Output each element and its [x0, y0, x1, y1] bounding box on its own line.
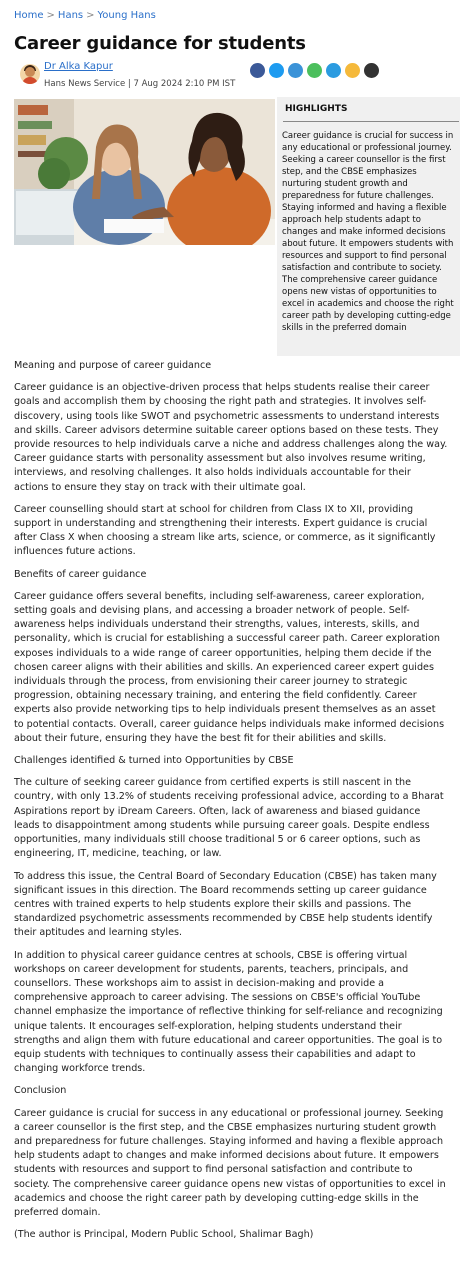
page [0, 0, 460, 100]
article-paragraph: To address this issue, the Central Board of Secondary Education (CBSE) has taken many significant issues in this direction. The Board recommends setting up career guidance centres with trained experts to help students explore their skills and passions. The standardized psychometric assessments recommended by CBSE help students identify their aptitudes and learning styles. [14, 870, 437, 939]
section-heading: Conclusion [14, 1085, 67, 1097]
author-link[interactable]: Dr Alka Kapur [44, 61, 113, 72]
byline [14, 60, 446, 100]
article-paragraph: Career guidance is crucial for success in any educational or professional journey. Seeking a career counsellor is the first step, and the CBSE emphasizes nurturing student growth and preparedness for future challenges. Staying informed and having a flexible approach help students adapt to changes and make informed decisions about future. It empowers students with resources and support to find personal satisfaction and contribute to society. The comprehensive career guidance opens new vistas of opportunities to excel in academics and choose the right career path by developing cutting-edge skills in the preferred domain. [14, 1107, 446, 1218]
breadcrumb-young-hans-link[interactable]: Young Hans [97, 10, 156, 21]
publish-info: Hans News Service | 7 Aug 2024 2:10 PM IST [44, 79, 236, 89]
share-buttons [250, 63, 379, 78]
highlights-box [277, 97, 460, 356]
section-heading: Benefits of career guidance [14, 568, 147, 580]
article-paragraph: Career guidance is an objective-driven process that helps students realise their career goals and accomplish them by choosing the right path and strategies. It involves self-discovery, using tools like SWOT and psychometric assessments to understand interests and skills. Career advisors determine suitable career options based on these tests. They provide resources to help individuals carve a niche and address challenges along the way. Career guidance starts with personality assessment but also involves resume writing, interviews, and resolving challenges. It also holds individuals accountable for their actions to ensure they stay on track with their ultimate goal. [14, 382, 448, 493]
whatsapp-icon[interactable] [307, 63, 322, 78]
article-hero-image [14, 99, 275, 245]
copy-link-icon[interactable] [364, 63, 379, 78]
article-body [14, 359, 448, 1250]
twitter-icon[interactable] [269, 63, 284, 78]
breadcrumb-separator: > [86, 10, 95, 21]
breadcrumb-home-link[interactable]: Home [14, 10, 44, 21]
article-paragraph: Career counselling should start at school for children from Class IX to XII, providing support in understanding and strengthening their interests. Expert guidance is crucial after Class X when choosing a stream like arts, science, or commerce, as it significantly influences future actions. [14, 503, 436, 558]
breadcrumb [14, 0, 446, 24]
section-heading: Challenges identified & turned into Opportunities by CBSE [14, 755, 294, 767]
author-avatar[interactable] [20, 64, 40, 84]
article-paragraph: Career guidance offers several benefits, including self-awareness, career exploration, setting goals and devising plans, and accessing a broader network of people. Self-awareness helps individuals understand their strengths, values, interests, skills, and personality, which is crucial for establishing a successful career path. Career exploration exposes individuals to a wide range of career opportunities, helping them decide if the chosen career aligns with their abilities and skills. An experienced career expert guides individuals through the process, from envisioning their career journey to strategic progression, obtaining necessary training, and entering the field confidently. Career experts also provide networking tips to help individuals present themselves as an asset to potential contacts. Overall, career guidance helps individuals make informed decisions about their future, ensuring they have the best fit for their abilities and skills. [14, 590, 445, 744]
article-paragraph: The culture of seeking career guidance from certified experts is still nascent in the country, with only 13.2% of students receiving professional advice, according to a Bharat Aspirations report by iDream Careers. Often, lack of awareness and biased guidance leads to disappointment among students while pursuing career goals. Despite endless opportunities, many individuals still choose traditional 5 or 6 career options, such as engineering, IT, medicine, teaching, or law. [14, 777, 444, 860]
hero-illustration [14, 99, 275, 245]
page-title: Career guidance for students [14, 33, 306, 54]
linkedin-icon[interactable] [326, 63, 341, 78]
section-heading: Meaning and purpose of career guidance [14, 360, 212, 371]
email-icon[interactable] [345, 63, 360, 78]
breadcrumb-hans-link[interactable]: Hans [57, 10, 84, 21]
telegram-icon[interactable] [288, 63, 303, 78]
breadcrumb-separator: > [46, 10, 55, 21]
author-note: (The author is Principal, Modern Public School, Shalimar Bagh) [14, 1229, 314, 1241]
facebook-icon[interactable] [250, 63, 265, 78]
highlights-title: HIGHLIGHTS [285, 104, 348, 114]
article-paragraph: In addition to physical career guidance centres at schools, CBSE is offering virtual workshops on career development for students, parents, teachers, principals, and counsellors. These workshops aim to assist in decision-making and provide a comprehensive approach to career advising. The sessions on CBSE's official YouTube channel emphasize the importance of reflective thinking for self-reliance and recognizing unique talents. It encourages self-exploration, helping students understand their strengths and align them with future educational and career opportunities. The goal is to equip students with techniques to continually assess their capabilities and adapt to changing workforce trends. [14, 949, 443, 1075]
highlights-text: Career guidance is crucial for success in any educational or professional journey. Seeking a career counsellor is the first step, and the CBSE emphasizes nurturing student growth and preparedness for future challenges. Staying informed and having a flexible approach help students adapt to changes and make informed decisions about future. It empowers students with resources and support to find personal satisfaction and contribute to society. The comprehensive career guidance opens new vistas of opportunities to excel in academics and choose the right career path by developing cutting-edge skills in the preferred domain [282, 131, 454, 333]
